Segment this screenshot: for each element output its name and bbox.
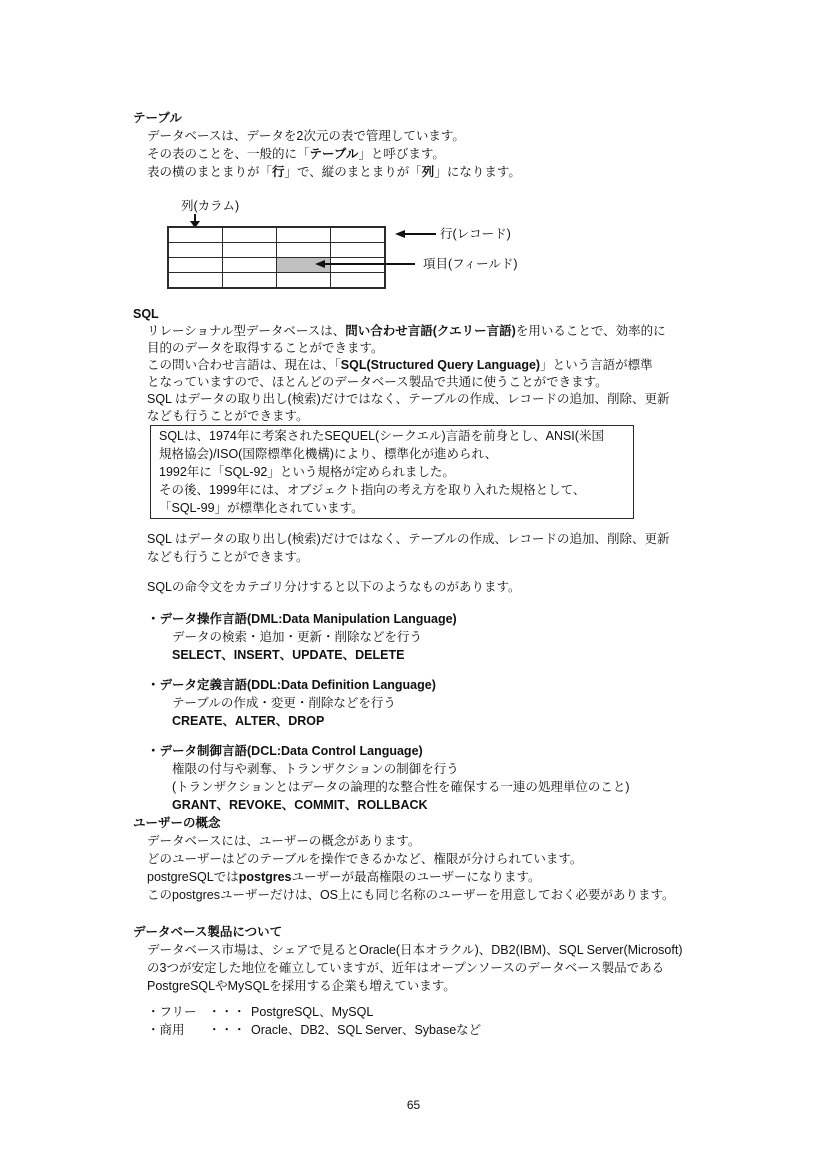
section-heading-sql: SQL — [133, 307, 159, 321]
list-value: Oracle、DB2、SQL Server、Sybaseなど — [251, 1023, 482, 1037]
grid-cell — [277, 227, 331, 243]
category-commands: SELECT、INSERT、UPDATE、DELETE — [172, 648, 405, 662]
table-section-paragraph — [147, 127, 807, 181]
list-dots: ・・・ — [208, 1005, 246, 1019]
diagram-grid — [167, 226, 386, 289]
text-line: SQL はデータの取り出し(検索)だけではなく、テーブルの作成、レコードの追加、削除、更新 — [147, 532, 670, 546]
text-line: 規格協会)/ISO(国際標準化機構)により、標準化が進められ、 — [159, 447, 498, 461]
left-arrow-icon — [395, 230, 436, 238]
list-term: ・フリー — [147, 1005, 197, 1019]
text-line: なども行うことができます。 — [147, 409, 309, 423]
category-title: ・データ制御言語(DCL:Data Control Language) — [147, 744, 423, 758]
text-line: データベースには、ユーザーの概念があります。 — [147, 834, 421, 848]
left-arrow-icon — [315, 260, 415, 268]
grid-cell — [223, 227, 277, 243]
category-title: ・データ操作言語(DML:Data Manipulation Language) — [147, 612, 457, 626]
arrow-stem — [194, 214, 196, 221]
text-line: の3つが安定した地位を確立していますが、近年はオープンソースのデータベース製品である — [147, 961, 665, 975]
grid-cell — [277, 273, 331, 289]
sql-category-ddl — [147, 676, 807, 730]
section-heading-products: データベース製品について — [133, 925, 283, 939]
sql-paragraph-2 — [147, 530, 807, 566]
sql-paragraph-1 — [147, 323, 807, 425]
text-line: 「SQL-99」が標準化されています。 — [159, 501, 364, 515]
grid-cell — [331, 273, 386, 289]
text-line: 目的のデータを取得することができます。 — [147, 341, 384, 355]
category-description: (トランザクションとはデータの論理的な整合性を確保する一連の処理単位のこと) — [172, 780, 630, 794]
text-line: SQLは、1974年に考案されたSEQUEL(シークエル)言語を前身とし、ANSI(米国 — [159, 429, 604, 443]
sql-category-dcl — [147, 742, 807, 814]
user-section-paragraph — [147, 832, 807, 904]
text-line: となっていますので、ほとんどのデータベース製品で共通に使うことができます。 — [147, 375, 608, 389]
text-line: その表のことを、一般的に「テーブル」と呼びます。 — [147, 147, 445, 161]
section-heading-users: ユーザーの概念 — [133, 816, 221, 830]
text-line: 1992年に「SQL-92」という規格が定められました。 — [159, 465, 455, 479]
diagram-column-label: 列(カラム) — [181, 199, 240, 213]
text-line: このpostgresユーザーだけは、OS上にも同じ名称のユーザーを用意しておく必要があります。 — [147, 888, 675, 902]
category-description: データの検索・追加・更新・削除などを行う — [172, 630, 423, 644]
grid-cell — [331, 227, 386, 243]
list-item — [147, 1003, 807, 1021]
grid-cell — [223, 273, 277, 289]
text-line: データベースは、データを2次元の表で管理しています。 — [147, 129, 465, 143]
products-list — [147, 1003, 807, 1039]
list-term: ・商用 — [147, 1023, 185, 1037]
products-section-paragraph — [147, 941, 807, 995]
table-row — [168, 227, 385, 243]
section-heading-table: テーブル — [133, 111, 182, 125]
grid-cell — [331, 243, 386, 258]
text-line: postgreSQLではpostgresユーザーが最高権限のユーザーになります。 — [147, 870, 541, 884]
grid-cell — [223, 243, 277, 258]
grid-cell — [168, 273, 223, 289]
diagram-field-label: 項目(フィールド) — [423, 257, 518, 271]
text-line: どのユーザーはどのテーブルを操作できるかなど、権限が分けられています。 — [147, 852, 583, 866]
table-diagram — [167, 197, 787, 293]
text-line: PostgreSQLやMySQLを採用する企業も増えています。 — [147, 979, 456, 993]
text-line: SQLの命令文をカテゴリ分けすると以下のようなものがあります。 — [147, 580, 521, 594]
arrow-head — [395, 230, 405, 238]
category-description: テーブルの作成・変更・削除などを行う — [172, 696, 396, 710]
grid-cell — [168, 258, 223, 273]
grid-cell — [277, 243, 331, 258]
category-description: 権限の付与や剥奪、トランザクションの制御を行う — [172, 762, 459, 776]
grid-cell — [223, 258, 277, 273]
category-commands: GRANT、REVOKE、COMMIT、ROLLBACK — [172, 798, 428, 812]
arrow-line — [405, 233, 436, 235]
list-dots: ・・・ — [208, 1023, 246, 1037]
text-line: 表の横のまとまりが「行」で、縦のまとまりが「列」になります。 — [147, 165, 521, 179]
page-number: 65 — [406, 1098, 421, 1112]
grid-cell — [168, 243, 223, 258]
text-line: その後、1999年には、オブジェクト指向の考え方を取り入れた規格として、 — [159, 483, 586, 497]
category-title: ・データ定義言語(DDL:Data Definition Language) — [147, 678, 436, 692]
category-commands: CREATE、ALTER、DROP — [172, 714, 325, 728]
text-line: なども行うことができます。 — [147, 550, 309, 564]
table-row — [168, 273, 385, 289]
sql-history-box — [150, 425, 634, 519]
table-row — [168, 243, 385, 258]
diagram-row-label: 行(レコード) — [440, 227, 511, 241]
text-line: リレーショナル型データベースは、問い合わせ言語(クエリー言語)を用いることで、効率的に — [147, 324, 666, 338]
text-line: この問い合わせ言語は、現在は、「SQL(Structured Query Language)」という言語が標準 — [147, 358, 653, 372]
grid-cell — [168, 227, 223, 243]
sql-category-intro — [147, 578, 807, 596]
text-line: データベース市場は、シェアで見るとOracle(日本オラクル)、DB2(IBM)、SQL Server(Microsoft) — [147, 943, 683, 957]
sql-category-dml — [147, 610, 807, 664]
arrow-line — [325, 263, 415, 265]
arrow-head — [315, 260, 325, 268]
list-item — [147, 1021, 807, 1039]
list-value: PostgreSQL、MySQL — [251, 1005, 374, 1019]
text-line: SQL はデータの取り出し(検索)だけではなく、テーブルの作成、レコードの追加、削除、更新 — [147, 392, 670, 406]
